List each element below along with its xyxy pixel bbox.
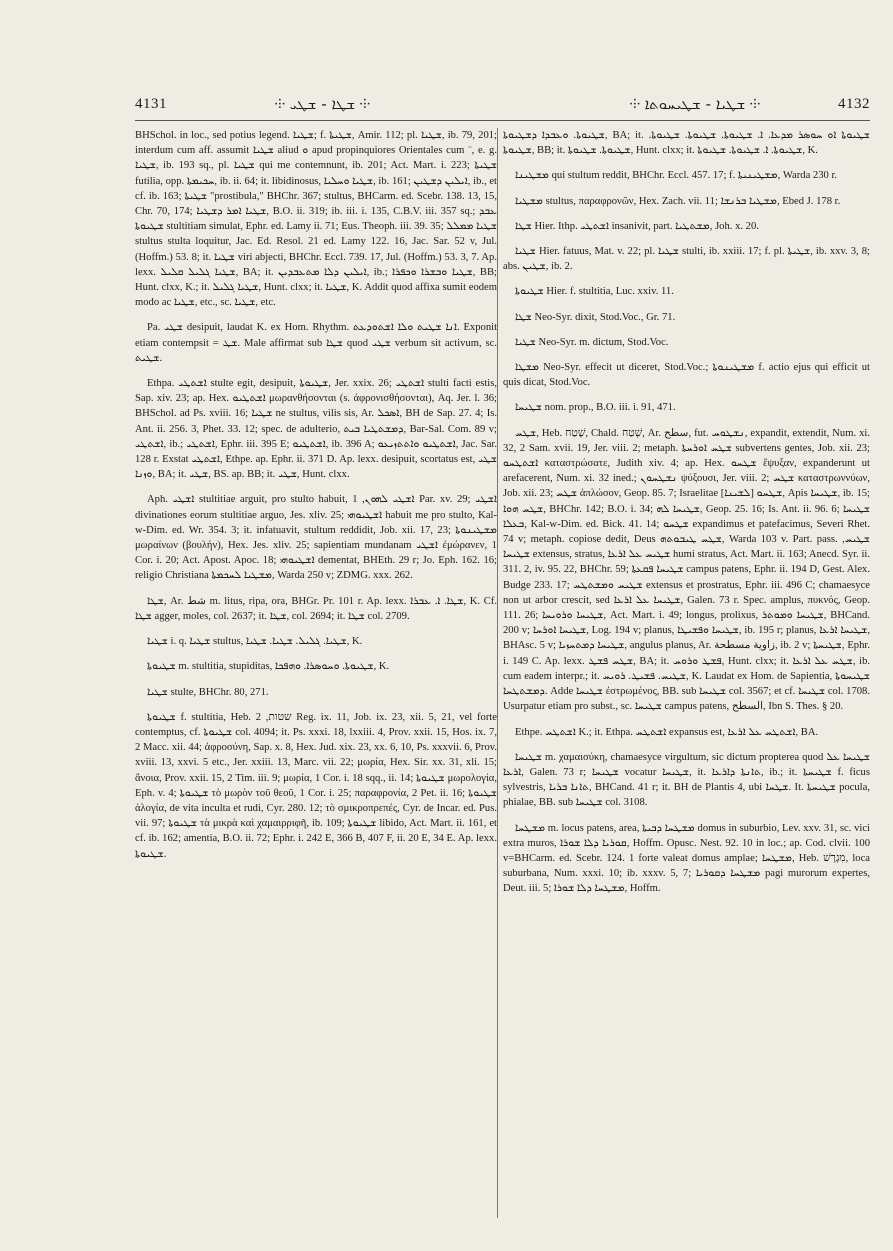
right-running-head: ⸭ ܫܛܝܐ - ܫܛܝܚܘܬܐ ⸭ xyxy=(629,95,761,113)
entry: ܫܛܐ Neo-Syr. dixit, Stod.Voc., Gr. 71. xyxy=(515,311,676,323)
entry: Pa. ܫܛܝ desipuit, laudat K. ex Hom. Rhythm. ܐܢܐ ܫܛܝܬ ܘܠܐ ܐܫܬܘܕܥܬ. Exponit etiam contempsit = ܫܛ. Male affirmat sub ܫܛܐ quod ܫܛܝ verbum sit activum, sc. ܫܛܝܬ. xyxy=(135,322,497,364)
entry: ܫܛܝܚܐ nom. prop., B.O. iii. i. 91, 471. xyxy=(515,402,676,414)
entry: Ethpa. ܐܫܬܛܝ stulte egit, desipuit, ܫܛܝܘܬܐ, Jer. xxix. 26; ܐܫܬܛܝ stulti facti estis, Sap. xiv. 23; ap. Hex. ܐܫܬܛܝܘ μωρανθήσονται (s. ἀφρονισθήσονται), Aq. Jer. l. 36; BHSchol. ad Ps. xviii. 16; ܫܛܝܐ ne stultus, vilis sis, Ar. ܐܣܟܠ, BH de Sap. 27. 4; Is. Ant. ii. 256. 3, Phet. 33. 12; spec. de adulterio, ܕܡܫܬܛܝܐ ܒܝܬ, Bar-Sal. Com. 89 v; ܐܫܬܛܝ, ib.; ܐܫܬܛܝ, Ephr. iii. 395 E; ܐܫܬܛܝܘ, ib. 396 A; ܐܫܬܛܝܘ ܘܐܬܬܙܝܥܘ, Jac. Sar. 128 r. Exstat ܐܫܬܛܝ, Ethpe. ap. Ephr. ii. 371 D. Ap. lexx. desipuit, scortatus est, ܫܛܝ ܘܙܢܐ, BA; it. ܫܛܝ, BS. ap. BB; it. ܫܛܝ, Hunt. clxx. xyxy=(135,378,497,481)
entry: ܫܛܝܐ i. q. ܫܛܝܐ stultus, ܫܛܝܐ. ܓܠܝܠ. ܫܛܝܐ. ܫܛܝܐ, K. xyxy=(147,636,363,648)
entry: ܫܛܝܚܐ m. χαμαισύκη, chamaesyce virgultum, sic dictum propterea quod ܫܛܝܚܐ ܥܠ ܐܪܥܐ, Galen. 73 r; ܫܛܝܚܐ vocatur ܫܛܝܚܐ, it. ܬܐܢܬܐ ܕܐܪܥܐ, ib.; it. ܫܛܝܚܬܐ f. ficus sylvestris, ܬܐܢܐ ܒܪܝܐ, BHCand. 41 r; it. BH de Plantis 4, ubi ܫܛܚܐ. It. ܫܛܝܚܬܐ pocula, phialae, BB. sub ܫܛܝܚܐ col. 3108. xyxy=(503,751,870,809)
right-page-number: 4132 xyxy=(838,96,870,112)
entry: ܫܛܚ, Heb. שָׁטַח, Chald. שְׁטַח, Ar. سطح, fut. ܢܫܛܘܚ, expandit, extendit, Num. xi. 32, 2 Sam. xvii. 19, Jer. viii. 2; metaph. ܫܛܚ ܐܘܪܚܬܐ subvertens gentes, Job. xii. 23; ܐܫܬܛܚܘ καταστρώσατε, Judith xiv. 4; ap. Hex. ܫܛܚܘ ἔψυξαν, expanderunt ut arefacerent, Num. xi. 32 ined.; ܢܫܛܚܘܢ ψύξουσι, Jer. viii. 2; ܫܛܚ καταστρωννύων, Job. xii. 23; ܫܛܚ ἁπλώσον, Geop. 85. 7; Israelitae ܫܛܚܘ [ܠܫܝܢܐ], Apis ܫܛܝܚܐ, ib. 15; ܫܛܚ ܗܘܐ, BHChr. 142; B.O. i. 34; ܫܛܝܚܐ ܠܗ, Geop. 25. 16; Is. Ant. ii. 96. 6; ܫܛܝܚܐ ܒܥܠܐ, Kal-w-Dim. ed. Bick. 41. 14; ܫܛܚܘ expandimus et patefacimus, Severi Rhet. 74 v; metaph. copiose dedit, Deus ܫܛܚ ܛܝܒܘܬܗ, Warda 103 v. Part. pass. ܫܛܝܚ, ܫܛܝܚܐ extensus, stratus, ܫܛܝܚ ܥܠ ܐܪܥܐ humi stratus, Act. Mart. ii. 163; Anecd. Syr. ii. 311. 2, iv. 95. 22, BHChr. 59; ܫܛܝܚܐ ܦܩܥܬܐ campus patens, Ephr. ii. 194 D, Gest. Alex. Budge 233. 17; ܫܛܝܚ ܘܡܫܬܛܚ extensus et prostratus, Ephr. iii. 496 C; chamaesyce non ut arbor crescit, sed ܫܛܝܚܐ ܥܠ ܐܪܥܐ, Galen. 73 r. Spec. amplus, πυκνός, Geop. 111. 26; ܫܛܝܚܐ ܘܪܘܝܚܐ, Act. Mart. i. 49; longus, prolixus, ܫܛܝܚܐ ܘܡܘܬܪ, BHCand. 200 v; ܫܛܝܚܐ ܐܘܪܚܐ, Log. 194 v; planus, ܫܛܝܚܐ ܘܦܫܝܛܐ, ib. 195 r; planus, ܫܛܝܚܐ ܐܪܥܐ, BHAsc. 5 v; ܫܛܝܚܐ ܕܡܬܚܙܝܐ, angulus planus, Ar. زاوية مسطحة, ib. 2 v; ܫܛܝܚܬܐ, Ephr. i. 149 C. Ap. lexx. ܫܛܚ ܦܫܛ, BA; it. ܦܫܛ ܘܪܘܚ, Hunt. clxx; it. ܫܛܚ ܥܠ ܐܪܥܐ, ib. cum eadem interpr.; it. ܫܛܝܚ. ܦܫܝܛ. ܪܘܝܚ, K. Laudat ex Hom. de Sapientia, ܫܛܝܚܘܬܐ ܕܡܫܬܛܚܐ. Adde ܫܛܝܚܐ ἐστρωμένος, BB. sub ܫܛܝܚܐ col. 3567; et cf. ܫܛܝܚܐ col. 1708. Usurpatur etiam pro subst., sc. ܫܛܝܚܐ campus patens, السطح, Ibn S. Thes. § 20. xyxy=(503,427,870,713)
entry: ܫܛܝܘܬܐ Hier. f. stultitia, Luc. xxiv. 11. xyxy=(515,286,674,298)
entry: ܡܫܛܚܐ m. locus patens, area, ܡܫܛܚܐ ܕܒܝܬܐ domus in suburbio, Lev. xxv. 31, sc. vici extra muros, ܩܘܪܝܐ ܕܠܐ ܫܘܪܐ, Hoffm. Opusc. Nest. 92. 10 in loc.; ap. Cod. clvii. 100 v=BHCarm. ed. Scebr. 124. 1 forte valeat domus amplae; ܡܫܛܚܐ, Heb. מִגְרָשׁ, loca suburbana, Num. xxxi. 10; ib. xxxv. 5, 7; ܡܫܛܚܐ ܕܩܘܪܝܐ pagi murorum expertes, Deut. iii. 5; ܡܫܛܚܐ ܕܠܐ ܫܘܪܐ, Hoffm. xyxy=(503,822,870,895)
page-header xyxy=(135,92,870,121)
entry: BHSchol. in loc., sed potius legend. ܫܛܝܐ; f. ܫܛܝܬܐ, Amir. 112; pl. ܫܛܝܐ, ib. 79, 201; interdum cum aff. assumit ܫܛܝܐ aliud ܘ apud propinquiores Orientales cum ¨, e. g. ܫܛܝܐ, ib. 193 sq., pl. ܫܛܝܐ qui me contemnunt, ib. 201; Act. Mart. i. 223; ܫܛܝܬܐ futilia, opp. ܚܟܝܡܬܐ, ib. ii. 64; it. libidinosus, ܫܛܝܐ ܘܚܠܝܐ, ib. 161; ܐܝܠܝܢ ܕܫܛܝܢ, ib., et cf. ib. 163; ܫܛܝܬܐ "prostibula," BHChr. 367; stultus, BHCarm. ed. Scebr. 138. 13, 15, Chr. 70, 174; ܫܛܝܐ ܐܡܪ ܕܫܛܝܐ, B.O. ii. 319; ib. iii. i. 135, C.B.V. iii. 357 sq.; ܥܒܕ ܫܛܝܘܬܐ stultitiam simulat, Ephr. ed. Lamy ii. 71; Eus. Theoph. iii. 39. 35; ܫܛܝܐ ܡܡܠܠ stultus stulta loquitur, Jac. Ed. Resol. 21 ed. Lamy 122. 16, Jac. Sar. 52 v, Jul. (Hoffm.) 53. 8; it. ܫܛܝܐ viri abjecti, BHChr. Eccl. 739. 17, Jul. (Hoffm.) 53. 3, 7. Ap. lexx. ܫܛܝܐ ܓܠܝܠ ܩܠܝܠ, BA; it. ܐܝܠܝܢ ܕܠܐ ܡܬܥܒܕܝܢ, ib.; ܫܛܝܐ ܘܒܫܪܐ ܘܟܦܪܐ, BB; Hunt. clxx, K.; it. ܫܛܝܐ ܓܠܝܠ, Hunt. clxx; it. ܫܛܝܐ, K. Addit quod affixa sumit eodem modo ac ܫܛܝܐ, etc., sc. ܫܛܝܐ, etc. xyxy=(135,130,497,309)
right-column xyxy=(503,128,870,1228)
entry: ܫܛܝܐ stulte, BHChr. 80, 271. xyxy=(147,686,269,698)
entry: ܡܫܛܝܢܐ qui stultum reddit, BHChr. Eccl. 457. 17; f. ܡܫܛܝܢܝܬܐ, Warda 230 r. xyxy=(515,170,838,182)
entry: ܫܛܝܐ Hier. fatuus, Mat. v. 22; pl. ܫܛܝܐ stulti, ib. xxiii. 17; f. pl. ܫܛܝܬܐ, ib. xxv. 3, 8; abs. ܫܛܝܢ, ib. 2. xyxy=(503,246,870,273)
entry: ܫܛܝܐ Neo-Syr. m. dictum, Stod.Voc. xyxy=(515,336,669,348)
left-page-number: 4131 xyxy=(135,96,167,112)
entry: ܫܛܐ Hier. Ithp. ܐܫܬܛܝ insanivit, part. ܡܫܬܛܝܐ, Joh. x. 20. xyxy=(515,220,759,232)
entry: ܫܛܝܘܬܐ m. stultitia, stupiditas, ܫܛܝܘܬܐ. ܘܚܘܣܪܐ. ܘܗܦܟܐ, K. xyxy=(147,661,390,673)
entry: ܫܛܐ, Ar. شط m. litus, ripa, ora, BHGr. Pr. 101 r. Ap. lexx. ܫܛܐ. ܐ. ܥܒܪܐ, K. Cf. ܫܛܐ agger, moles, col. 2637; it. ܫܛܐ, col. 2694; it. ܫܛܐ col. 2709. xyxy=(135,595,497,622)
left-running-head: ⸭ ܫܛܐ - ܫܛܝ ⸭ xyxy=(275,95,370,113)
column-divider xyxy=(497,128,498,1218)
entry: ܡܫܛܝܐ stultus, παραφρονῶν, Hex. Zach. vii. 11; ܡܫܛܝܐ ܒܪܢܫܐ, Ebed J. 178 r. xyxy=(515,195,841,207)
left-column xyxy=(135,128,497,1228)
entry: Ethpe. ܐܫܬܛܚ K.; it. Ethpa. ܐܫܬܛܚ expansus est, ܐܫܬܛܚ ܥܠ ܐܪܥܐ, BA. xyxy=(515,726,819,738)
entry: ܫܛܝܘܬܐ f. stultitia, Heb. שטות, 2 Reg. ix. 11, Job. ix. 23, xii. 5, 21, vel forte contemptus, cf. ܫܛܝܘܬܐ col. 4094; it. Ps. xxxi. 18, lxxiii. 4, Prov. xxii. 15, Hos. ix. 7, 2 Macc. xii. 44; ἀφροσύνη, Sap. x. 8, Hex. Jud. xix. 23, xx. 6, 10, Ps. xxxvii. 6, Prov. xviii. 13, xxvi. 5 etc., Jer. xxiii. 13, Marc. vii. 22; μωρία, Hex. Sir. xx. 31, xli. 15; ἄνοια, Prov. xxii. 15, 2 Tim. iii. 9; μωρία, 1 Cor. i. 18 sqq., ii. 14; ܫܛܝܘܬܐ μωρολογία, Eph. v. 4; ܫܛܝܘܬܐ τὸ μωρὸν τοῦ θεοῦ, 1 Cor. i. 25; παραφρονία, 2 Pet. ii. 16; ܫܛܝܘܬܐ ἀλογία, de vita inculta et rudi, Cyr. 280. 12; τὸ σμικροπρεπές, Cyr. de Incar. ed. Pus. vii. 97; ܫܛܝܘܬܐ τὰ μικρὰ καὶ χαμαιρριφῆ, ib. 109; ܫܛܝܘܬܐ libido, Act. Mart. ii. 161, et cf. ib. 162; amentia, B.O. ii. 72; Ephr. i. 242 E, 366 B, 407 F, ii. 20 E, 34 E. Ap. lexx. ܫܛܝܘܬܐ. xyxy=(135,711,497,860)
entry: Aph. ܐܫܛܝ stultitiae arguit, pro stulto habuit, ܐܫܛܝ ܠܗܘܢ, 1 Par. xv. 29; ܐܫܛܝ divinationes eorum stultitiae arguo, Jes. xliv. 25; ܐܫܛܝܘܗܝ habuit me pro stulto, Kal-w-Dim. ed. Wr. 354. 3; it. infatuavit, stultum reddidit, Job. xii. 17, 23; ܡܫܛܝܢܘܬܐ μωραίνων (βουλήν), Hex. Jes. xliv. 25; sapientiam mundanam ܐܫܛܝ ἐμώρανεν, 1 Cor. i. 20; Act. Apost. Apoc. 18; ܐܫܛܝܘܗܝ dementat, BHEth. 29 r; Jo. Eph. 162. 16; religio Christiana ܡܫܛܝܐ ܠܚܟܡܬܐ, Warda 250 v; ZDMG. xxx. 262. xyxy=(135,494,497,582)
entry: ܡܫܛܐ Neo-Syr. effecit ut diceret, Stod.Voc.; ܡܫܛܝܢܘܬܐ f. actio ejus qui efficit ut quis dicat, Stod.Voc. xyxy=(503,362,870,389)
entry: ܫܛܝܘܬܐ. ܘܥܒܕܐ ܕܫܛܝܘܬܐ, BA; it. ܫܛܝܘܬܐ ܐܘ ܚܘܣܪ ܡܕܥܐ. ܐ. ܫܛܝܘܬܐ. ܫܛܝܘܬܐ. ܫܛܝܘܬܐ. ܫܛܝܘܬܐ, BB; it. ܫܛܝܘܬܐ. ܫܛܝܘܬܐ, Hunt. clxx; it. ܫܛܝܘܬܐ. ܐ. ܫܛܝܘܬܐ. ܫܛܝܘܬܐ, K. xyxy=(503,130,870,157)
